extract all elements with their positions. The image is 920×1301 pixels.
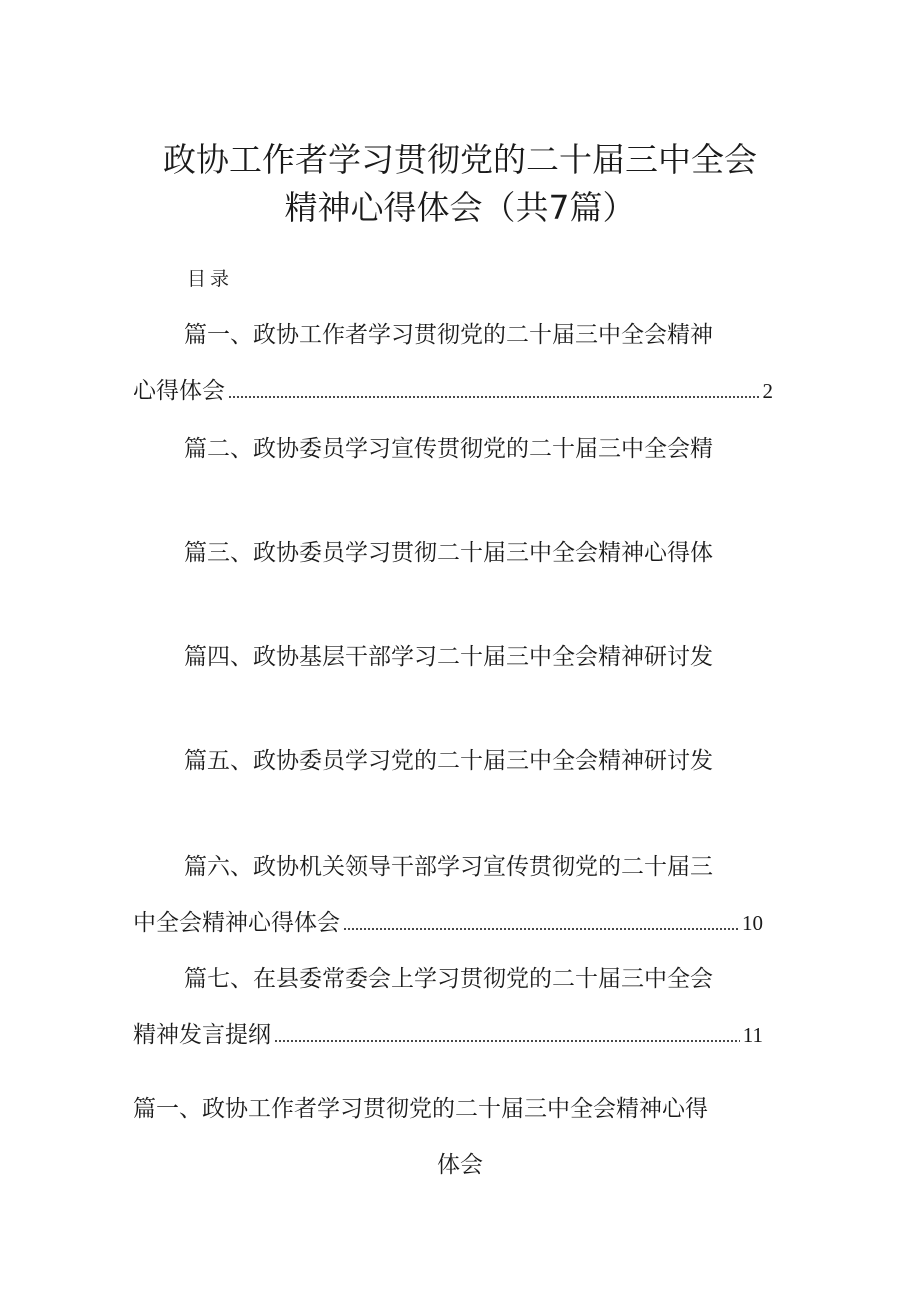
toc-entry-2-title[interactable]: 篇二、政协委员学习宣传贯彻党的二十届三中全会精: [184, 436, 713, 462]
toc-entry-3-title[interactable]: 篇三、政协委员学习贯彻二十届三中全会精神心得体: [184, 540, 713, 566]
toc-entry-1-leader-dots: [228, 393, 760, 399]
toc-entry-6-continuation[interactable]: [133, 908, 763, 938]
toc-entry-6-title[interactable]: 篇六、政协机关领导干部学习宣传贯彻党的二十届三: [184, 854, 713, 880]
toc-entry-7-title-cont: 精神发言提纲: [133, 1022, 271, 1048]
toc-entry-1-continuation[interactable]: [133, 376, 773, 406]
toc-entry-7-page-number: 11: [742, 1023, 763, 1047]
toc-entry-7-leader-dots: [274, 1037, 740, 1043]
toc-entry-7-continuation[interactable]: [133, 1020, 763, 1050]
toc-entry-6-page-number: 10: [742, 911, 763, 935]
toc-entry-1-title-cont: 心得体会: [133, 378, 225, 404]
toc-heading: 目录: [187, 268, 234, 290]
document-title-line-1: 政协工作者学习贯彻党的二十届三中全会: [163, 140, 757, 179]
toc-entry-6-title-cont: 中全会精神心得体会: [133, 910, 340, 936]
section-heading-line-1: 篇一、政协工作者学习贯彻党的二十届三中全会精神心得: [133, 1096, 708, 1122]
toc-entry-1-title[interactable]: 篇一、政协工作者学习贯彻党的二十届三中全会精神: [184, 322, 713, 348]
toc-entry-1-page-number: 2: [762, 379, 773, 403]
toc-entry-7-title[interactable]: 篇七、在县委常委会上学习贯彻党的二十届三中全会: [184, 966, 713, 992]
document-title-line-2: 精神心得体会（共7篇）: [284, 188, 636, 227]
toc-entry-4-title[interactable]: 篇四、政协基层干部学习二十届三中全会精神研讨发: [184, 644, 713, 670]
section-heading-line-2: 体会: [437, 1152, 483, 1178]
toc-entry-5-title[interactable]: 篇五、政协委员学习党的二十届三中全会精神研讨发: [184, 748, 713, 774]
toc-entry-6-leader-dots: [343, 925, 739, 931]
